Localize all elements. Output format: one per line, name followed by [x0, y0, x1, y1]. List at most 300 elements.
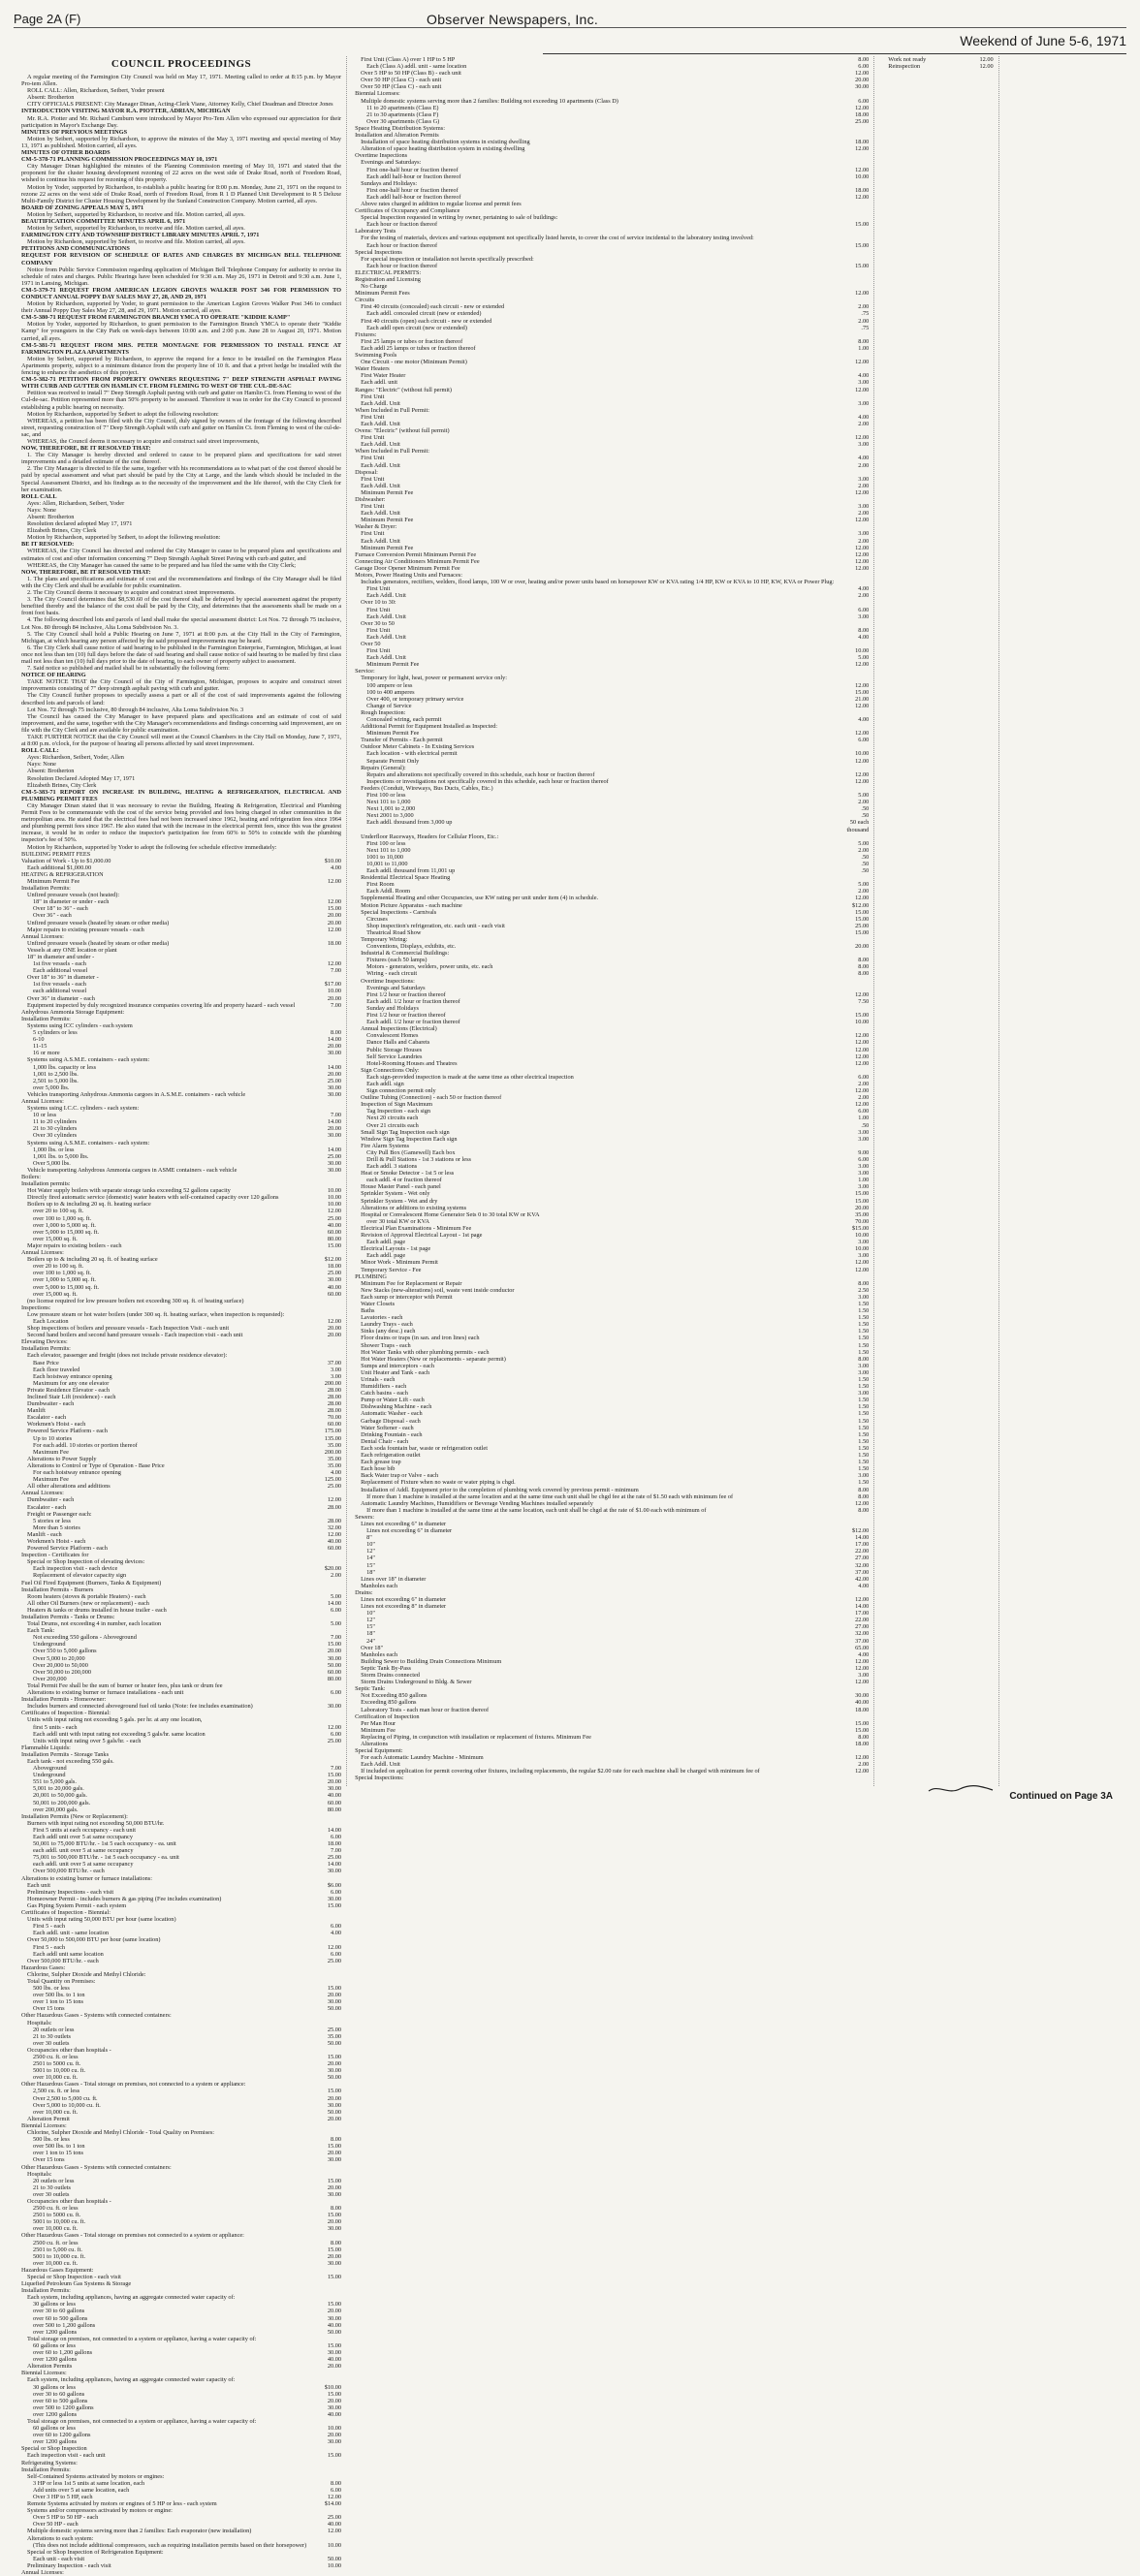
fee-row [355, 1672, 869, 1679]
fee-item: First 100 or less [366, 839, 406, 847]
fee-item: Minimum Permit Fee [27, 877, 80, 885]
fee-item: Minimum Permit Fees [355, 290, 410, 298]
fee-amount: 20.00 [327, 1125, 342, 1133]
fee-row [21, 905, 341, 912]
fee-row [21, 2095, 341, 2102]
fee-row [355, 867, 869, 874]
fee-amount [838, 1273, 869, 1280]
fee-item: Public Storage Houses [366, 1046, 423, 1053]
fee-amount: 25.00 [327, 2026, 342, 2033]
fee-item: First Unit [366, 626, 391, 634]
fee-row [21, 1545, 341, 1552]
fee-row [21, 878, 341, 885]
fee-amount: 8.00 [331, 1029, 342, 1037]
fee-amount: 10.00 [855, 1232, 870, 1240]
fee-item: Laundry Trays - each [361, 1321, 413, 1329]
fee-row [355, 1658, 869, 1665]
fee-row [355, 592, 869, 599]
fee-item: 10 or less [33, 1112, 57, 1119]
fee-amount [838, 1067, 869, 1074]
fee-row [21, 1291, 341, 1298]
article-paragraph: CM-5-382-71 PETITION FROM PROPERTY OWNERS REQUESTING 7" DEEP STRENGTH ASPHALT PAVING WITH CURB AND GUTTER ON HAMLIN CT. FROM FLEMING TO WEST OF THE CUL-DE-SAC [21, 376, 342, 391]
article-paragraph: A regular meeting of the Farmington City Council was held on May 17, 1971. Meeting called to order at 8:15 p.m. by Mayor Pro-tem Allen. [21, 74, 342, 88]
fee-row [21, 1998, 341, 2005]
fee-row [21, 2445, 341, 2452]
fee-item: Includes generators, rectifiers, welders, flood lamps, 100 W or over, heating and/or power units based on horsepower KW or KVA rating 1/4 HP, KW or KVA to 10 HP, KW, KVA or Power Plug: [361, 579, 835, 586]
fee-amount: 20.00 [327, 2060, 342, 2068]
fee-row [21, 1861, 341, 1868]
fee-row [355, 1019, 869, 1025]
fee-amount: 1.00 [858, 344, 870, 352]
article-paragraph: 4. The following described lots and parcels of land shall make the special assessment district: Lot Nos. 72 through 75 inclusive, Lot Nos. 80 through 84 inclusive, Alta Loma Subdivision No. 3. [21, 616, 342, 631]
fee-row [21, 1298, 341, 1304]
fee-amount: 40.00 [327, 1792, 342, 1800]
fee-amount: 8.00 [858, 1733, 870, 1741]
fee-row [355, 379, 869, 386]
fee-row [355, 1252, 869, 1259]
fee-item: Baths [361, 1307, 375, 1315]
fee-row [355, 1589, 869, 1596]
fee-item: Vehicle transporting Anhydrous Ammonia cargoes in ASME containers - each vehicle [27, 1166, 238, 1174]
article-paragraph: Lot Nos. 72 through 75 inclusive, 80 through 84 inclusive, Alta Loma Subdivision No. 3 [27, 706, 244, 713]
fee-row [21, 1772, 341, 1778]
fee-amount: 27.00 [855, 1623, 870, 1631]
fee-item: For each hoistway entrance opening [33, 1469, 121, 1477]
fee-row [355, 1259, 869, 1266]
fee-item: over 5,000 to 15,000 sq. ft. [33, 1228, 100, 1236]
fee-item: Registration and Licensing [355, 276, 421, 283]
fee-item: Multiple domestic systems serving more than 2 families: Each evaporator (new installation) [27, 2528, 252, 2535]
fee-amount [838, 256, 869, 263]
fee-item: Each Location [33, 1317, 69, 1325]
fee-amount: 12.00 [855, 770, 870, 778]
fee-row [21, 1669, 341, 1676]
fee-amount [838, 469, 869, 476]
fee-item: Lines not exceeding 6" in diameter [361, 1596, 447, 1603]
fee-row [21, 1229, 341, 1236]
fee-item: Over 30 to 50 [361, 619, 395, 627]
fee-amount: 28.00 [327, 1517, 342, 1524]
fee-item: Annual Licenses: [21, 1490, 64, 1497]
fee-item: Self-Contained Systems activated by motors or engines: [27, 2472, 165, 2480]
fee-item: 18" in diameter or under - each [33, 898, 110, 906]
fee-item: Conventions, Displays, exhibits, etc. [366, 943, 457, 951]
fee-row [21, 2074, 341, 2081]
fee-row [355, 634, 869, 641]
fee-amount [310, 2122, 341, 2129]
fee-amount: 14.00 [327, 1861, 342, 1869]
fee-amount: 15.00 [327, 2390, 342, 2398]
article-paragraph: Resolution Declared Adopted May 17, 1971 [27, 774, 136, 782]
fee-item: Other Hazardous Gases - Total storage on premises, not connected to a system or appliance: [21, 2081, 246, 2089]
fee-item: 100 to 400 amperes [366, 688, 415, 696]
fee-item: Motors, Power Heating Units and Furnaces: [355, 572, 462, 580]
fee-item: Each addl. concealed circuit (new or extended) [366, 310, 482, 318]
fee-item: 5 stories or less [33, 1517, 72, 1524]
fee-row [355, 1081, 869, 1087]
fee-amount: 32.00 [855, 1561, 870, 1569]
fee-amount: 1.50 [858, 1341, 870, 1349]
fee-item: Evenings and Saturdays [366, 984, 426, 991]
fee-amount: 12.00 [327, 1723, 342, 1731]
fee-row [355, 1472, 869, 1479]
fee-amount [310, 933, 341, 940]
fee-item: 30 gallons or less [33, 2383, 76, 2391]
fee-row [21, 1689, 341, 1696]
fee-amount: 6.00 [858, 97, 870, 105]
fee-row [355, 63, 869, 70]
fee-item: Each system, including appliances, having an aggregate connected water capacity of: [27, 2294, 236, 2302]
fee-row [355, 1225, 869, 1232]
fee-row [21, 1531, 341, 1538]
fee-amount: 3.00 [858, 613, 870, 620]
fee-amount: 50.00 [327, 1661, 342, 1669]
fee-item: First Unit [361, 393, 385, 400]
fee-row [21, 1249, 341, 1256]
fee-row [355, 1369, 869, 1376]
fee-amount: 8.00 [858, 1486, 870, 1493]
fee-amount: 12.00 [855, 661, 870, 669]
fee-item: Fire Alarm Systems [361, 1142, 410, 1149]
fee-row [355, 675, 869, 681]
fee-item: Minimum Permit Fee [361, 488, 414, 496]
fee-amount: $6.00 [327, 1881, 342, 1889]
fee-item: Each Addl. Unit [366, 592, 406, 600]
fee-item: If more than 1 machine is installed at the same location and at the same time each unit shall be chgd fee at the rate of $1.50 each with minimum fee of [366, 1492, 734, 1500]
fee-amount: 18.00 [855, 186, 870, 194]
fee-item: Fuel Oil Fired Equipment (Burners, Tanks & Equipment) [21, 1579, 162, 1586]
fee-row [21, 1923, 341, 1930]
fee-amount: 25.00 [855, 117, 870, 125]
fee-item: Special or Shop Inspection - each visit [27, 2274, 121, 2280]
fee-row [21, 2487, 341, 2494]
fee-row [355, 242, 869, 249]
fee-amount: 15.00 [327, 905, 342, 913]
fee-row [355, 1541, 869, 1548]
fee-row [355, 1452, 869, 1459]
article-paragraph: Elizabeth Brines, City Clerk [27, 781, 97, 789]
fee-item: Each Addl. Unit [366, 654, 406, 662]
fee-item: Floor drains or traps (in san. and iron lines) each [361, 1335, 480, 1342]
masthead [0, 0, 1140, 58]
fee-row [21, 1703, 341, 1710]
fee-item: Laboratory Tests [355, 228, 396, 236]
fee-row [355, 462, 869, 469]
fee-amount: $10.00 [324, 857, 342, 864]
fee-row [21, 1456, 341, 1462]
article-paragraph: BE IT RESOLVED: [21, 541, 75, 549]
fee-item: over 30 total KW or KVA [366, 1217, 430, 1225]
fee-amount: 1.50 [858, 1314, 870, 1322]
fee-amount [838, 152, 869, 159]
fee-item: Special Inspection requested in writing by owner, pertaining to sale of buildings: [361, 214, 558, 222]
fee-amount [310, 2376, 341, 2383]
fee-amount [310, 2129, 341, 2136]
fee-item: 18" [366, 1568, 375, 1576]
fee-amount: 12.00 [855, 386, 870, 393]
fee-row [21, 1132, 341, 1139]
fee-row [21, 1586, 341, 1593]
fee-item: Tag Inspection - each sign [366, 1108, 431, 1115]
fee-row [21, 1270, 341, 1276]
fee-row [355, 1101, 869, 1108]
article-paragraph: City Manager Dinan highlighted the minutes of the Planning Commission meeting of May 10, 1971 and stated that the proponent for the cluster housing development rezoning of 22 acres on the west side of Drake Road, north of Freedom Road, wished to continue his request for rezoning of this property. [21, 163, 342, 184]
issue-date: Weekend of June 5-6, 1971 [960, 33, 1126, 48]
fee-amount: 2.00 [858, 510, 870, 518]
fee-item: Installation Permits: [21, 1345, 71, 1353]
fee-row [355, 765, 869, 771]
fee-item: Temporary Service - Fee [361, 1266, 422, 1273]
fee-item: Installation Permits - Homeowner: [21, 1696, 107, 1704]
fee-amount: 14.00 [327, 1036, 342, 1044]
fee-row [355, 978, 869, 985]
fee-item: Elevating Devices: [21, 1338, 68, 1346]
fee-item: Remote Systems activated by motors or engines of 5 HP or less - each system [27, 2500, 217, 2508]
fee-item: Alterations to existing burner or furnace installations - each unit [27, 1689, 184, 1697]
fee-item: (no license required for low pressure boilers not exceeding 300 sq. ft. of heating surface) [27, 1297, 244, 1304]
fee-row [355, 139, 869, 145]
article-paragraph: 2. The City Manager is directed to file the same, together with his recommendations as to what part of the cost thereof should be paid by special assessment and what part should be paid by the City at Large, and the lands which should be included in the Special Assessment District, and his findings as to the necessity of the improvement and the life thereof, with the City Clerk for her examination. [21, 465, 342, 493]
fee-amount [310, 1009, 341, 1016]
fee-row [355, 1183, 869, 1190]
fee-amount: 15.00 [855, 688, 870, 696]
fee-amount: 30.00 [327, 1703, 342, 1711]
fee-amount: 12.00 [327, 926, 342, 933]
fee-amount [838, 874, 869, 881]
article-paragraph: 3. The City Council determines that $8,530.60 of the cost thereof shall be defrayed by special assessment against the property benefited thereby and the balance of the cost shall be paid by the City, and determines that the assessments shall be made on a front foot basis. [21, 596, 342, 617]
fee-amount [310, 1875, 341, 1882]
article-paragraph: Elizabeth Brines, City Clerk [27, 527, 97, 535]
fee-amount [310, 1552, 341, 1558]
fee-amount [838, 936, 869, 943]
fee-item: Minor Work - Minimum Permit [361, 1259, 438, 1267]
fee-item: Over 50 HP (Class C) - each unit [361, 77, 442, 84]
fee-amount: 7.00 [331, 1847, 342, 1855]
fee-item: Over 3 HP to 5 HP, each [33, 2494, 93, 2500]
fee-row [355, 90, 869, 97]
fee-row [355, 1211, 869, 1218]
fee-row [355, 1294, 869, 1301]
fee-row [355, 1025, 869, 1032]
fee-row [21, 2184, 341, 2191]
fee-amount: 30.00 [327, 1276, 342, 1284]
fee-item: Each addl. unit - same location [33, 1930, 109, 1937]
fee-amount: 20.00 [855, 1204, 870, 1211]
fee-amount: 15.00 [327, 2212, 342, 2219]
fee-item: Each Addl. Unit [361, 1761, 400, 1769]
fee-item: over 60 to 1200 gallons [33, 2432, 91, 2439]
fee-row [21, 1572, 341, 1579]
fee-amount: 8.00 [331, 2136, 342, 2144]
fee-row [355, 77, 869, 83]
fee-amount: 7.00 [331, 1001, 342, 1009]
fee-item: Feeders (Conduit, Wireways, Bus Ducts, Cables, Etc.) [361, 784, 493, 792]
fee-amount [838, 1747, 869, 1754]
fee-row [21, 1118, 341, 1125]
fee-row [21, 1641, 341, 1648]
fee-row [21, 2384, 341, 2391]
fee-row [21, 1201, 341, 1208]
fee-item: More than 5 stories [33, 1524, 80, 1531]
fee-row [21, 2129, 341, 2136]
fee-row [355, 696, 869, 703]
fee-row [21, 1345, 341, 1352]
fee-item: Per Man Hour [361, 1719, 396, 1727]
page-label: Page 2A (F) [14, 12, 81, 26]
fee-row [21, 1318, 341, 1325]
fee-item: Shower Traps - each [361, 1341, 411, 1349]
fee-row [21, 2432, 341, 2438]
fee-row [21, 2438, 341, 2445]
fee-amount: 15.00 [855, 262, 870, 269]
fee-item: Each Addl. Unit [361, 420, 400, 427]
fee-row [21, 1125, 341, 1132]
fee-amount: 15.00 [327, 2143, 342, 2151]
fee-row [355, 1328, 869, 1335]
fee-row [355, 159, 869, 166]
fee-item: 20 outlets or less [33, 2177, 75, 2184]
fee-row [355, 881, 869, 888]
fee-item: over 1 ton to 15 tons [33, 1998, 83, 2006]
fee-row [21, 1435, 341, 1442]
fee-amount [310, 947, 341, 954]
fee-row [355, 83, 869, 90]
fee-row [355, 1403, 869, 1410]
fee-amount: 6.00 [858, 737, 870, 744]
fee-amount: 27.00 [855, 1555, 870, 1562]
fee-amount: 30.00 [327, 2438, 342, 2446]
fee-row [355, 1459, 869, 1465]
fee-item: Each Addl. Unit [361, 510, 400, 518]
fee-item: Minimum Permit Fee [361, 517, 414, 524]
fee-row [21, 1565, 341, 1572]
fee-row [355, 441, 869, 448]
fee-row [21, 1992, 341, 1998]
fee-row [355, 276, 869, 283]
fee-amount: 10.00 [855, 1245, 870, 1253]
fee-row [21, 1056, 341, 1063]
fee-row [21, 1820, 341, 1827]
fee-row [21, 1936, 341, 1943]
fee-row [21, 2212, 341, 2218]
fee-item: Special or Shop Inspection of elevating devices: [27, 1558, 145, 1566]
fee-row [355, 833, 869, 840]
fee-item: First 1/2 hour or fraction thereof [366, 1012, 446, 1020]
fee-amount: 1.50 [858, 1328, 870, 1335]
fee-amount: 200.00 [324, 1448, 342, 1456]
fee-row [355, 1562, 869, 1569]
fee-row [355, 469, 869, 476]
fee-item: Each sump or interceptor with Permit [361, 1293, 453, 1301]
fee-item: Each Addl. Unit [366, 613, 406, 620]
fee-item: Inspection of Sign Maximum [361, 1101, 433, 1109]
fee-amount: 60.00 [327, 1545, 342, 1553]
fee-row [355, 1727, 869, 1734]
fee-item: Each Addl. Unit [366, 633, 406, 641]
article-paragraph: WHEREAS, the City Manager has caused the same to be prepared and has filed the same with the City Clerk; [27, 561, 296, 569]
fee-amount: 5.00 [331, 1592, 342, 1600]
fee-item: Each hose bib [361, 1465, 396, 1473]
fee-item: Each Addl. Unit [361, 482, 400, 489]
fee-row [355, 1431, 869, 1438]
fee-item: For special inspection or installation not herein specifically prescribed: [361, 255, 534, 263]
fee-amount: 10.00 [327, 2561, 342, 2569]
fee-item: Installation of Addl. Equipment prior to the completion of plumbing work covered by previous permit - minimum [361, 1486, 639, 1493]
fee-item: Each grease trap [361, 1459, 401, 1466]
fee-row [21, 1043, 341, 1050]
fee-row [355, 1747, 869, 1754]
fee-item: Alterations to Control or Type of Operation - Base Price [27, 1461, 165, 1469]
fee-amount [838, 1685, 869, 1692]
fee-row [21, 1476, 341, 1483]
fee-amount: 4.00 [858, 1650, 870, 1658]
fee-item: Minimum Fee [361, 1726, 396, 1734]
fee-amount [310, 974, 341, 981]
fee-amount: 20.00 [327, 1325, 342, 1333]
fee-item: 2500 cu. ft. or less [33, 2205, 79, 2213]
fee-row [21, 1084, 341, 1091]
fee-amount [310, 2198, 341, 2205]
fee-amount [838, 393, 869, 400]
fee-amount [838, 641, 869, 647]
fee-item: Motors - generators, welders, power units, etc. each [366, 963, 493, 971]
fee-row [21, 1655, 341, 1662]
fee-row [21, 1785, 341, 1792]
fee-amount: 6.00 [858, 606, 870, 613]
article-paragraph: CM-5-383-71 REPORT ON INCREASE IN BUILDING, HEATING & REFRIGERATION, ELECTRICAL AND PLUMBING PERMIT FEES [21, 788, 342, 802]
fee-amount [310, 2473, 341, 2480]
fee-row [21, 1738, 341, 1744]
fee-amount: 18.00 [855, 110, 870, 118]
fee-row [355, 854, 869, 861]
fee-item: Special or Shop Inspection [21, 2445, 87, 2453]
fee-amount [310, 2549, 341, 2556]
fee-item: Annual Licenses: [21, 1097, 64, 1105]
fee-item: Low pressure steam or hot water boilers (under 300 sq. ft. heating surface, when inspection is requested): [27, 1310, 285, 1318]
fee-amount [838, 765, 869, 771]
fee-amount: 3.00 [858, 1135, 870, 1143]
fee-row [21, 988, 341, 994]
fee-amount: 2.00 [858, 592, 870, 600]
fee-amount: 12.00 [855, 145, 870, 153]
fee-row [355, 1239, 869, 1245]
fee-item: If included on application for permit covering other fixtures, including replacements, the regular $2.00 rate for each machine shall be charged with minimum fee of [361, 1768, 760, 1775]
fee-item: Electrical Plan Examinations - Minimum Fee [361, 1224, 472, 1232]
fee-item: Installation Permits: [21, 1015, 71, 1022]
fee-item: Total Quantity on Premises: [27, 1977, 96, 1985]
fee-row [355, 1493, 869, 1500]
fee-amount: 175.00 [324, 1428, 342, 1435]
fee-row [355, 365, 869, 372]
fee-amount: 40.00 [327, 1537, 342, 1545]
article-paragraph: Motion by Richardson, supported by Seibert, to adopt the following resolution: [27, 534, 221, 542]
fee-item: Small Sign Tag Inspection each sign [361, 1128, 450, 1136]
fee-item: Alterations [361, 1740, 389, 1747]
fee-item: over 100 to 1,000 sq. ft. [33, 1214, 92, 1222]
fee-item: Biennial Licenses: [355, 90, 400, 98]
fee-amount [310, 2267, 341, 2274]
fee-row [355, 1060, 869, 1067]
fee-amount: 12.00 [979, 63, 994, 71]
fee-amount: 30.00 [327, 1166, 342, 1174]
fee-amount: 30.00 [327, 1895, 342, 1902]
fee-amount: 3.00 [858, 1390, 870, 1398]
fee-item: For each Automatic Laundry Machine - Minimum [361, 1754, 484, 1762]
fee-row [21, 974, 341, 981]
fee-item: First 100 or less [366, 792, 406, 800]
fee-amount: 12.00 [855, 1754, 870, 1762]
fee-row [21, 1360, 341, 1367]
